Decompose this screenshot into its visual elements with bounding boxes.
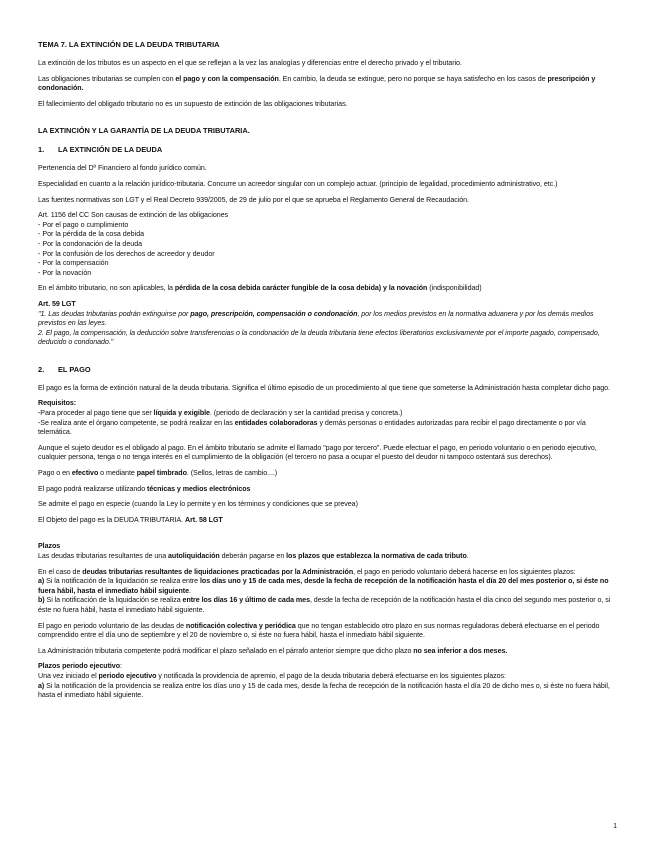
list-item: - Por la compensación	[38, 259, 109, 268]
extinction-causes-list	[38, 221, 620, 279]
intro-paragraph-1: La extinción de los tributos es un aspecto en el que se reflejan a la vez las analogías y diferencias entre el derecho privado y el tributario.	[38, 59, 462, 67]
ejecutivo-item-a: a) Si la notificación de la providencia se realiza entre los días uno y 15 de cada mes, desde la fecha de recepción de la notificación hasta el día 20 de dicho mes o, si éste no fuera hábil, hasta el inmediato hábil siguiente.	[38, 681, 610, 700]
requirements-heading: Requisitos:	[38, 399, 77, 408]
section-2-paragraph-4: El pago podrá realizarse utilizando técnicas y medios electrónicos	[38, 484, 251, 493]
plazos-heading: Plazos	[38, 542, 61, 551]
section-2-paragraph-3: Pago o en efectivo o mediante papel timbrado. (Sellos, letras de cambio....)	[38, 469, 278, 478]
extinction-causes-intro: Art. 1156 del CC Son causas de extinción de las obligaciones	[38, 211, 229, 220]
plazos-paragraph-3: El pago en periodo voluntario de las deudas de notificación colectiva y periódica que no tengan establecido otro plazo en sus normas reguladoras deberá efectuarse en el periodo comprendido entre el día uno de septiembre y el 20 de noviembre o, si éste no fuera hábil, hasta el inmediato hábil siguiente.	[38, 621, 600, 640]
section-2-paragraph-6: El Objeto del pago es la DEUDA TRIBUTARIA. Art. 58 LGT	[38, 515, 223, 524]
document-body	[38, 40, 620, 701]
art-59-quote-2: 2. El pago, la compensación, la deducción sobre transferencias o la condonación de la deuda tributaria tiene efectos liberatorios exclusivamente por el importe pagado, compensado, deducido o condonado."	[38, 328, 600, 347]
list-item: - Por la condonación de la deuda	[38, 239, 143, 248]
list-item: - Por la confusión de los derechos de acreedor y deudor	[38, 249, 215, 258]
section-1-paragraph-4: En el ámbito tributario, no son aplicables, la pérdida de la cosa debida carácter fungible de la cosa debida) y la novación (indisponibilidad)	[38, 284, 482, 293]
section-1-paragraph-2: Especialidad en cuanto a la relación jurídico-tributaria. Concurre un acreedor singular con un complejo actuar. (principio de legalidad, procedimiento administrativo, etc.)	[38, 179, 558, 188]
plazos-paragraph-4: La Administración tributaria competente podrá modificar el plazo señalado en el párrafo anterior siempre que dicho plazo no sea inferior a dos meses.	[38, 646, 508, 655]
intro-paragraph-3: El fallecimiento del obligado tributario no es un supuesto de extinción de las obligaciones tributarias.	[38, 99, 348, 108]
page-number: 1	[613, 823, 617, 830]
section-2-heading: 2. EL PAGO	[38, 364, 91, 374]
ejecutivo-heading: Plazos periodo ejecutivo:	[38, 662, 122, 671]
list-item: - Por la pérdida de la cosa debida	[38, 230, 145, 239]
section-1-heading: 1. LA EXTINCIÓN DE LA DEUDA	[38, 145, 163, 155]
document-title: TEMA 7. LA EXTINCIÓN DE LA DEUDA TRIBUTARIA	[38, 40, 220, 49]
requirement-1: -Para proceder al pago tiene que ser líquida y exigible. (periodo de declaración y ser la cantidad precisa y concreta.)	[38, 409, 403, 418]
plazos-paragraph-1: Las deudas tributarias resultantes de una autoliquidación deberán pagarse en los plazos que establezca la normativa de cada tributo.	[38, 552, 469, 560]
list-item: - Por la novación	[38, 268, 92, 277]
list-item: - Por el pago o cumplimiento	[38, 220, 129, 229]
requirement-2: -Se realiza ante el órgano competente, se podrá realizar en las entidades colaboradoras y demás personas o entidades autorizadas para recibir el pago directamente o por vía telemática.	[38, 418, 586, 437]
intro-paragraph-2: Las obligaciones tributarias se cumplen con el pago y con la compensación. En cambio, la deuda se extingue, pero no porque se haya satisfecho en los casos de prescripción y condonación.	[38, 74, 596, 93]
plazos-item-b: b) Si la notificación de la liquidación se realiza entre los días 16 y último de cada mes, desde la fecha de recepción de la notificación hasta el día cinco del segundo mes posterior o, si éste no fuera hábil, hasta el inmediato hábil siguiente.	[38, 596, 611, 614]
plazos-item-a: a) Si la notificación de la liquidación se realiza entre los días uno y 15 de cada mes, desde la fecha de recepción de la notificación hasta el día 20 del mes posterior o, si éste no fuera hábil, hasta el inmediato hábil siguiente.	[38, 577, 609, 595]
art-59-heading: Art. 59 LGT	[38, 299, 76, 308]
section-2-paragraph-2: Aunque el sujeto deudor es el obligado al pago. En el ámbito tributario se admite el llamado "pago por tercero". Puede efectuar el pago, en periodo voluntario o en periodo ejecutivo, cualquier persona, tenga o no tenga interés en el cumplimiento de la obligación (el tercero no pasa a ocupar el puesto del deudor ni tampoco ostentará sus derechos).	[38, 443, 597, 462]
section-2-paragraph-5: Se admite el pago en especie (cuando la Ley lo permite y en los términos y condiciones que se prevea)	[38, 500, 358, 509]
ejecutivo-paragraph-1: Una vez iniciado el periodo ejecutivo y notificada la providencia de apremio, el pago de la deuda tributaria deberá efectuarse en los siguientes plazos:	[38, 671, 506, 680]
section-1-paragraph-3: Las fuentes normativas son LGT y el Real Decreto 939/2005, de 29 de julio por el que se aprueba el Reglamento General de Recaudación.	[38, 195, 469, 204]
section-heading: LA EXTINCIÓN Y LA GARANTÍA DE LA DEUDA TRIBUTARIA.	[38, 126, 250, 136]
plazos-paragraph-2: En el caso de deudas tributarias resultantes de liquidaciones practicadas por la Administración, el pago en periodo voluntario deberá hacerse en los siguientes plazos:	[38, 567, 576, 576]
section-2-paragraph-1: El pago es la forma de extinción natural de la deuda tributaria. Significa el último episodio de un procedimiento al que tiene que someterse la Administración hasta completar dicho pago.	[38, 383, 610, 392]
section-1-paragraph-1: Pertenencia del Dº Financiero al fondo jurídico común.	[38, 164, 207, 173]
art-59-quote-1: "1. Las deudas tributarias podrán extinguirse por pago, prescripción, compensación o condonación, por los medios previstos en la normativa aduanera y por los demás medios previstos en las leyes.	[38, 309, 594, 328]
